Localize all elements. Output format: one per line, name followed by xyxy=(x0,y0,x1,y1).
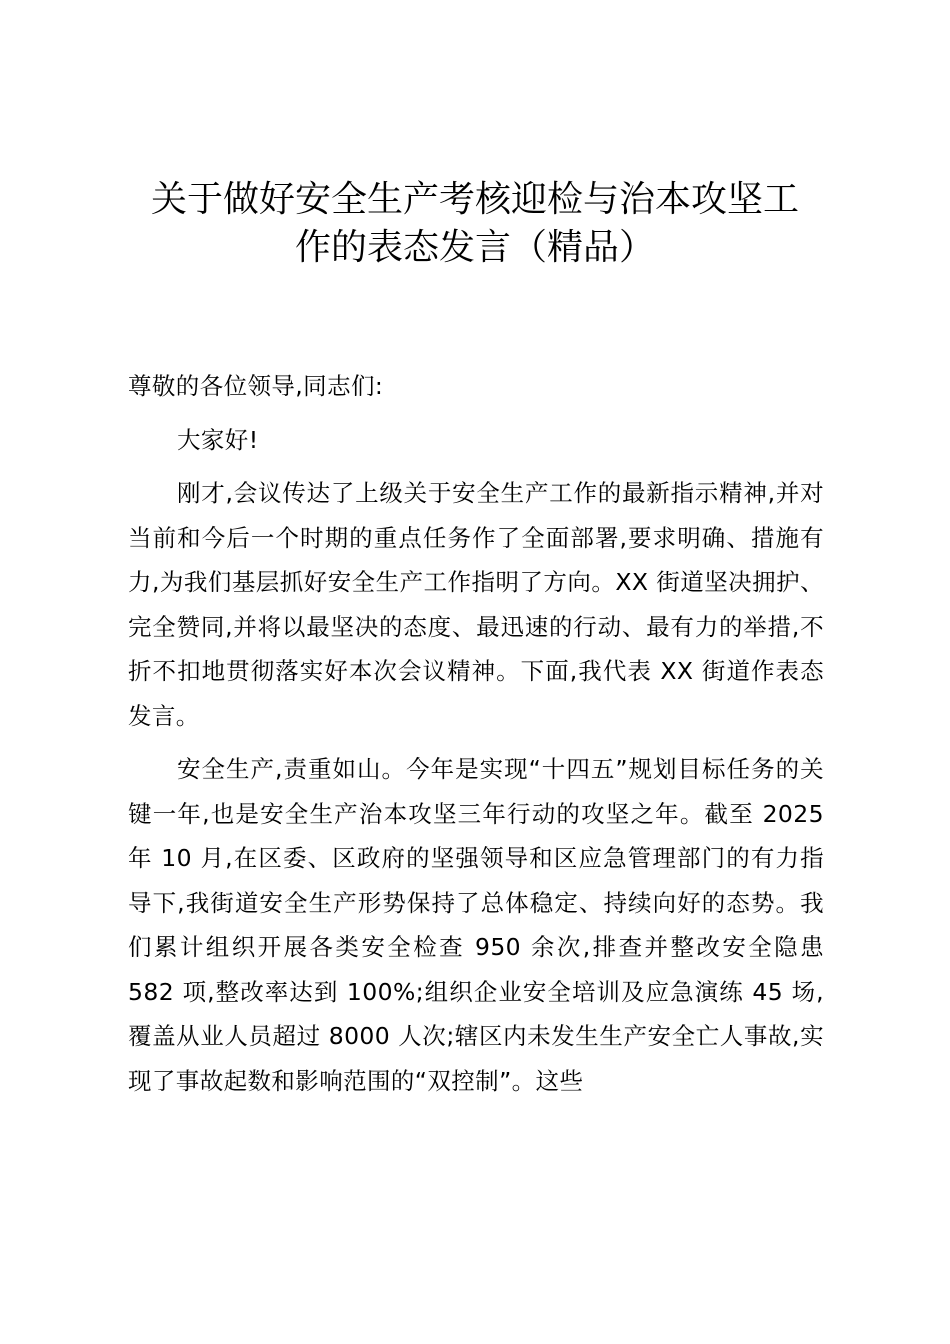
document-title xyxy=(110,176,840,272)
body-paragraph: 刚才,会议传达了上级关于安全生产工作的最新指示精神,并对当前和今后一个时期的重点任务作了全面部署,要求明确、措施有力,为我们基层抓好安全生产工作指明了方向。XX 街道坚决拥护、完全赞同,并将以最坚决的态度、最迅速的行动、最有力的举措,不折不扣地贯彻落实好本次会议精神。下面,我代表 XX 街道作表态发言。 xyxy=(128,479,824,730)
salutation: 尊敬的各位领导,同志们: xyxy=(128,372,384,400)
greeting: 大家好! xyxy=(177,425,259,454)
title-line-2: 作的表态发言（精品） xyxy=(294,227,655,268)
body-paragraph: 安全生产,责重如山。今年是实现“十四五”规划目标任务的关键一年,也是安全生产治本攻坚三年行动的攻坚之年。截至 2025 年 10 月,在区委、区政府的坚强领导和区应急管理部门的有力指导下,我街道安全生产形势保持了总体稳定、持续向好的态势。我们累计组织开展各类安全检查 950 余次,排查并整改安全隐患 582 项,整改率达到 100%;组织企业安全培训及应急演练 45 场,覆盖从业人员超过 8000 人次;辖区内未发生生产安全亡人事故,实现了事故起数和影响范围的“双控制”。这些 xyxy=(128,755,824,1095)
document-body xyxy=(128,364,824,1112)
title-line-1: 关于做好安全生产考核迎检与治本攻坚工 xyxy=(150,179,799,220)
